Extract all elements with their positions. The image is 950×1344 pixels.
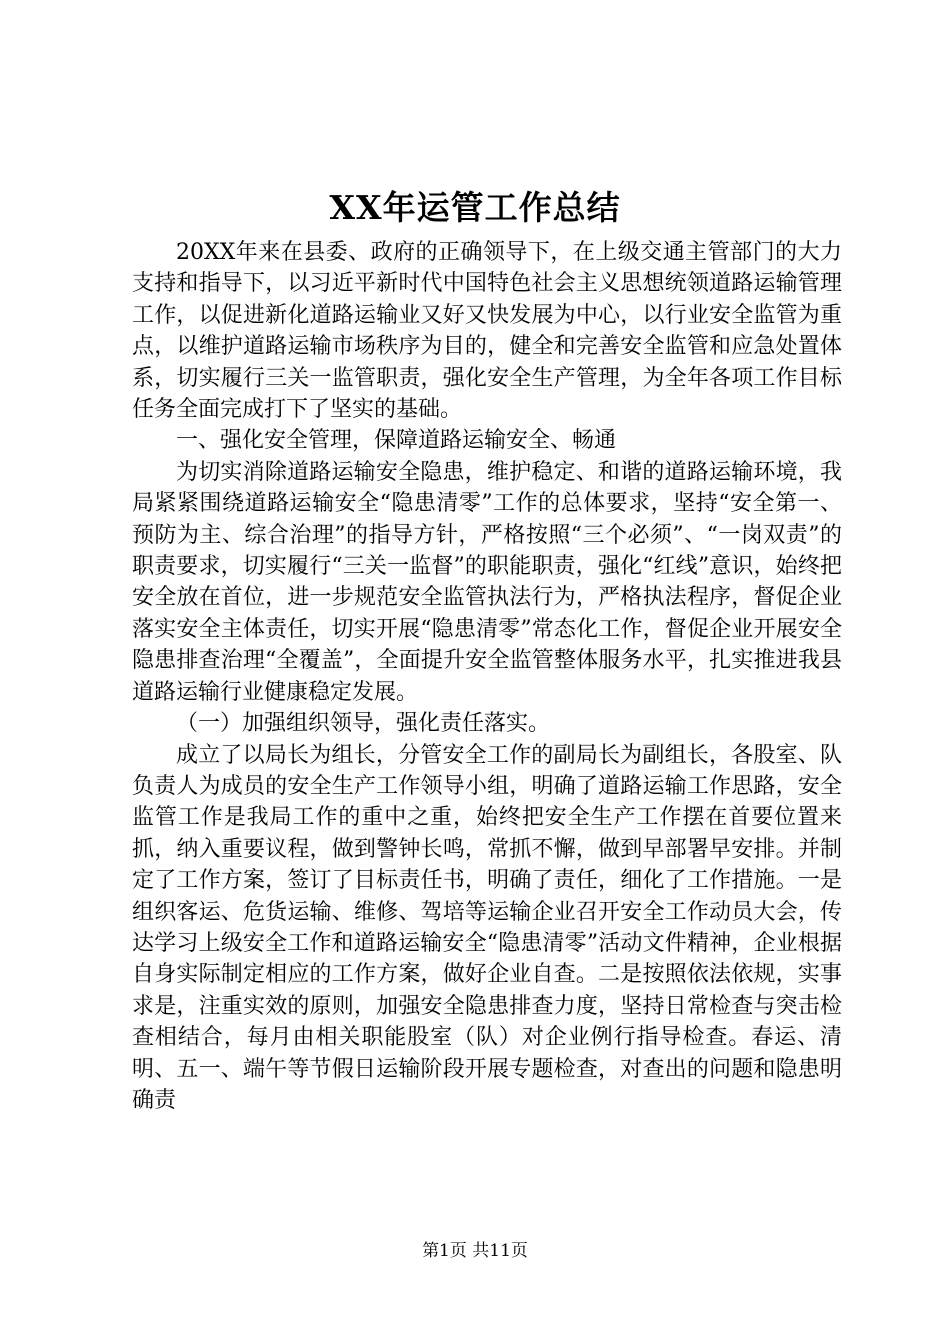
paragraph-safety: 为切实消除道路运输安全隐患，维护稳定、和谐的道路运输环境，我局紧紧围绕道路运输安全“隐患清零”工作的总体要求，坚持“安全第一、预防为主、综合治理”的指导方针，严格按照“三个必须”、“一岗双责”的职责要求，切实履行“三关一监督”的职能职责，强化“红线”意识，始终把安全放在首位，进一步规范安全监管执法行为，严格执法程序，督促企业落实安全主体责任，切实开展“隐患清零”常态化工作，督促企业开展安全隐患排查治理“全覆盖”，全面提升安全监管整体服务水平，扎实推进我县道路运输行业健康稳定发展。 bbox=[132, 459, 842, 705]
paragraph-organization: 成立了以局长为组长，分管安全工作的副局长为副组长，各股室、队负责人为成员的安全生产工作领导小组，明确了道路运输工作思路，安全监管工作是我局工作的重中之重，始终把安全生产工作摆在首要位置来抓，纳入重要议程，做到警钟长鸣，常抓不懈，做到早部署早安排。并制定了工作方案，签订了目标责任书，明确了责任，细化了工作措施。一是组织客运、危货运输、维修、驾培等运输企业召开安全工作动员大会，传达学习上级安全工作和道路运输安全“隐患清零”活动文件精神，企业根据自身实际制定相应的工作方案，做好企业自查。二是按照依法依规，实事求是，注重实效的原则，加强安全隐患排查力度，坚持日常检查与突击检查相结合，每月由相关职能股室（队）对企业例行指导检查。春运、清明、五一、端午等节假日运输阶段开展专题检查，对查出的问题和隐患明确责 bbox=[132, 742, 842, 1113]
page-footer: 第1页 共11页 bbox=[422, 1241, 528, 1261]
section-heading-1: 一、强化安全管理，保障道路运输安全、畅通 bbox=[176, 428, 617, 454]
subsection-heading-1: （一）加强组织领导，强化责任落实。 bbox=[176, 711, 551, 737]
document-title: XX年运管工作总结 bbox=[329, 188, 621, 227]
paragraph-intro: 20XX年来在县委、政府的正确领导下，在上级交通主管部门的大力支持和指导下，以习近平新时代中国特色社会主义思想统领道路运输管理工作，以促进新化道路运输业又好又快发展为中心，以行业安全监管为重点，以维护道路运输市场秩序为目的，健全和完善安全监管和应急处置体系，切实履行三关一监管职责，强化安全生产管理，为全年各项工作目标任务全面完成打下了坚实的基础。 bbox=[132, 240, 842, 423]
document-body bbox=[132, 237, 842, 1116]
